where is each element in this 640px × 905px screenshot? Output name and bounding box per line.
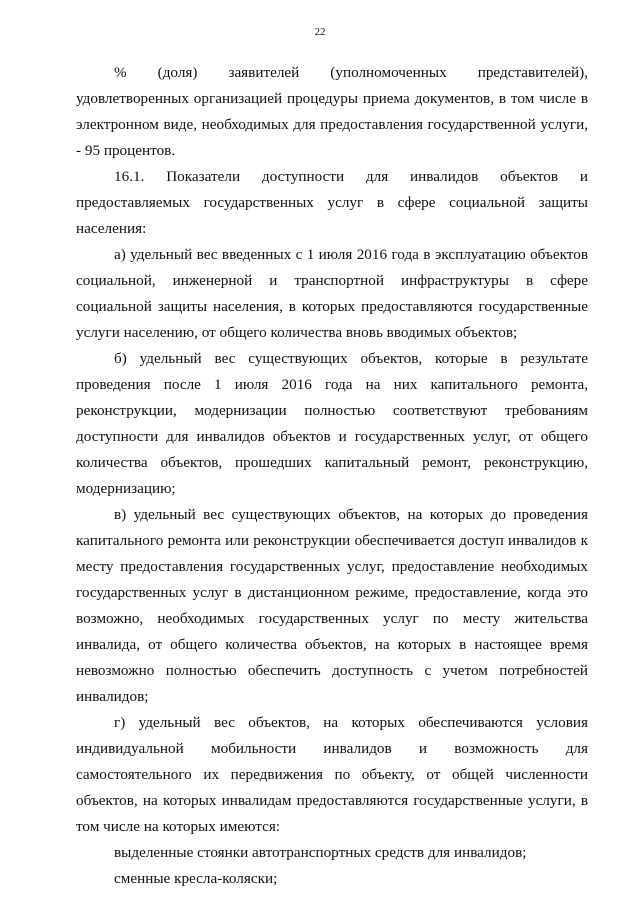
paragraph-item-b: б) удельный вес существующих объектов, которые в результате проведения после 1 июля 2016 года на них капитального ремонта, реконструкции, модернизации полностью соответствуют требованиям доступности для инвалидов объектов и государственных услуг, от общего количества объектов, прошедших капитальный ремонт, реконструкцию, модернизацию; xyxy=(76,350,588,497)
paragraph-item-a: а) удельный вес введенных с 1 июля 2016 года в эксплуатацию объектов социальной, инженерной и транспортной инфраструктуры в сфере социальной защиты населения, в которых предоставляются государственные услуги населению, от общего количества вновь вводимых объектов; xyxy=(76,246,588,341)
paragraph-item-v: в) удельный вес существующих объектов, на которых до проведения капитального ремонта или реконструкции обеспечивается доступ инвалидов к месту предоставления государственных услуг, предоставление необходимых государственных услуг в дистанционном режиме, предоставление, когда это возможно, необходимых государственных услуг по месту жительства инвалида, от общего количества объектов, на которых в настоящее время невозможно полностью обеспечить доступность с учетом потребностей инвалидов; xyxy=(76,506,588,705)
paragraph-applicants-share: % (доля) заявителей (уполномоченных представителей), удовлетворенных организацией процедуры приема документов, в том числе в электронном виде, необходимых для предоставления государственной услуги, - 95 процентов. xyxy=(76,64,588,159)
paragraph-16-1-accessibility-indicators: 16.1. Показатели доступности для инвалидов объектов и предоставляемых государственных услуг в сфере социальной защиты населения: xyxy=(76,168,588,237)
list-item-parking: выделенные стоянки автотранспортных средств для инвалидов; xyxy=(114,844,527,861)
list-item-wheelchairs: сменные кресла-коляски; xyxy=(114,870,278,887)
paragraph-item-g: г) удельный вес объектов, на которых обеспечиваются условия индивидуальной мобильности инвалидов и возможность для самостоятельного их передвижения по объекту, от общей численности объектов, на которых инвалидам предоставляются государственные услуги, в том числе на которых имеются: xyxy=(76,714,588,835)
page-number: 22 xyxy=(314,26,326,38)
document-body xyxy=(76,60,588,892)
